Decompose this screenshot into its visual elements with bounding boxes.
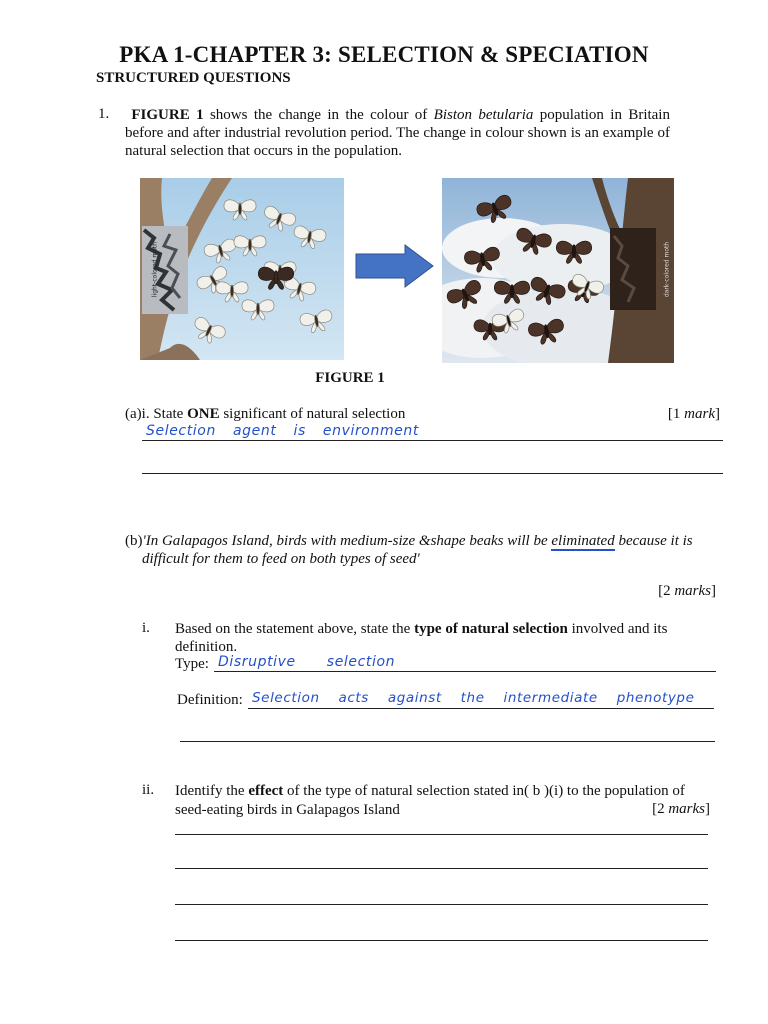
part-a-bold: ONE [187,406,220,422]
figure-before-industrial [140,178,344,360]
type-label: Type: [175,656,209,672]
part-b-ii-answer-line-3[interactable] [175,904,708,905]
definition-answer-line-1[interactable] [248,708,714,709]
type-answer: Disruptive selection [218,654,396,670]
part-b-prefix: (b) [125,533,143,549]
figure-ref: FIGURE 1 [131,107,204,123]
part-b-i-number: i. [142,620,150,636]
definition-label: Definition: [177,692,243,708]
definition-answer: Selection acts against the intermediate phenotype [252,690,695,706]
part-a-prefix: (a)i. State [125,406,188,422]
change-arrow [355,244,435,288]
question-intro [125,106,670,160]
part-b-i-question: Based on the statement above, state the type of natural selection involved and its definition. [175,621,668,655]
part-a-question [125,406,405,423]
part-a-answer-line-1[interactable] [142,440,723,441]
part-b-ii-question: Identify the effect of the type of natural selection stated in( b )(i) to the population of seed-eating birds in Galapagos Island [175,783,685,818]
question-number: 1. [98,106,110,122]
type-answer-line[interactable] [214,671,716,672]
light-moth-label: light-colored moth [151,241,159,298]
dark-moth-label: dark-colored moth [663,241,671,298]
part-b-underlined-word: eliminated [551,533,615,549]
part-b-ii-answer-line-4[interactable] [175,940,708,941]
page-title: PKA 1-CHAPTER 3: SELECTION & SPECIATION [119,42,649,67]
definition-answer-line-2[interactable] [180,741,715,742]
part-b-ii-answer-line-1[interactable] [175,834,708,835]
part-b-statement [125,532,715,551]
part-b-quote-line2: difficult for them to feed on both types of seed' [142,551,420,567]
part-b-ii-marks: [2 marks] [652,801,710,817]
intro-text-b: population in Britain before and after industrial revolution period. The change in colour shown is an example of natural selection that occurs in the population. [125,107,670,159]
part-a-answer-line-2[interactable] [142,473,723,474]
figure-after-industrial [442,178,674,363]
intro-text-a: shows the change in the colour of [203,107,434,123]
part-a-marks: [1 mark] [667,406,720,422]
part-a-answer: Selection agent is environment [146,423,419,439]
part-b-ii-answer-line-2[interactable] [175,868,708,869]
part-b-quote-line1: 'In Galapagos Island, birds with medium-size &shape beaks will be [142,533,552,549]
part-a-suffix: significant of natural selection [219,406,406,422]
part-b-marks: [2 marks] [658,583,716,599]
species-name: Biston betularia [433,107,534,123]
section-subtitle: STRUCTURED QUESTIONS [96,70,291,86]
part-b-quote-line1-end: because it is [614,533,693,549]
part-b-ii-number: ii. [142,782,155,798]
figure-caption: FIGURE 1 [315,370,385,386]
